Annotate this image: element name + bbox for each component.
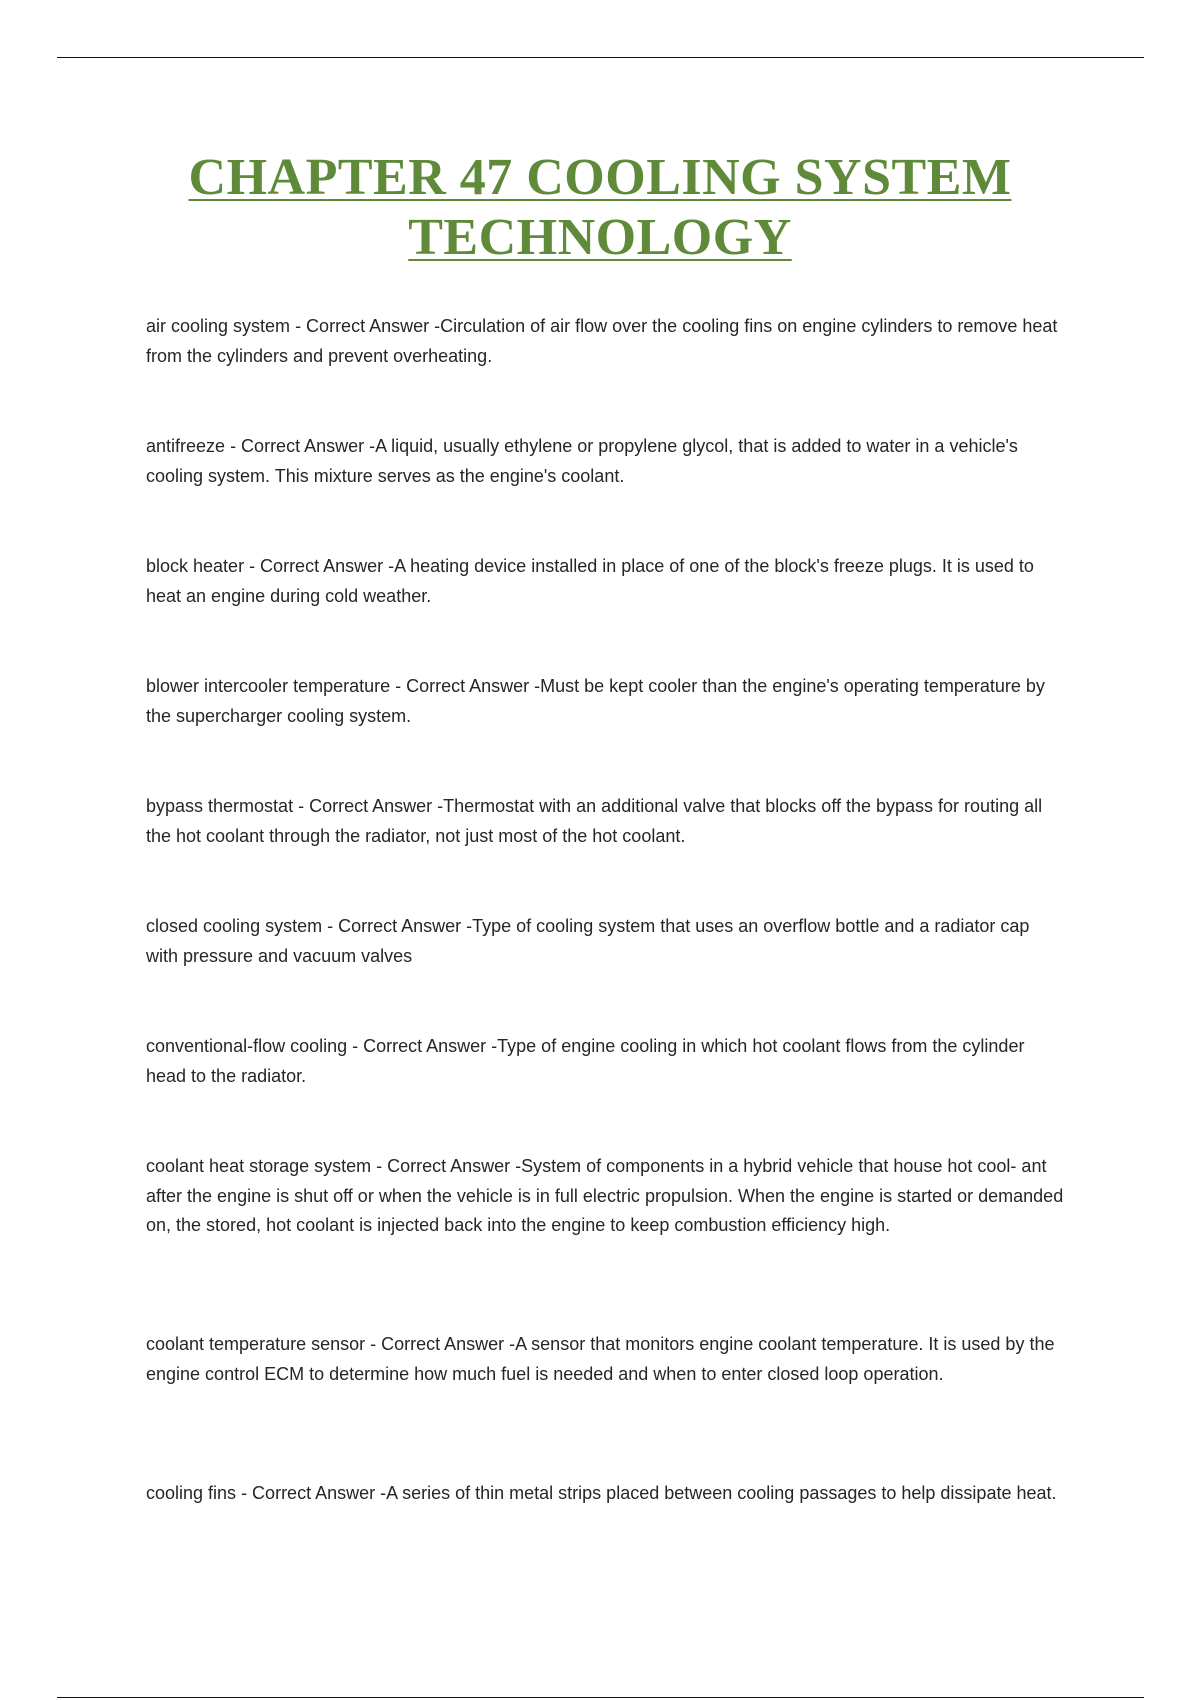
entry-term: conventional-flow cooling [146, 1036, 348, 1056]
entry-separator: - Correct Answer - [347, 1036, 498, 1056]
entry-term: block heater [146, 556, 245, 576]
entry-separator: - Correct Answer - [371, 1156, 522, 1176]
entry-definition: A heating device installed in place of one of the block's freeze plugs. It is used to heat an engine during cold weather. [146, 556, 1034, 606]
page-title [100, 148, 1100, 268]
entry-term: closed cooling system [146, 916, 323, 936]
top-rule [57, 57, 1144, 58]
glossary-entry [146, 552, 1066, 611]
entry-definition: Circulation of air flow over the cooling fins on engine cylinders to remove heat from the cylinders and prevent overheating. [146, 316, 1058, 366]
glossary-entry [146, 672, 1066, 731]
entry-definition: System of components in a hybrid vehicle that house hot cool- ant after the engine is shut off or when the vehicle is in full electric propulsion. When the engine is started or demanded on, the stored, hot coolant is injected back into the engine to keep combustion efficiency high. [146, 1156, 1064, 1235]
glossary-entry [146, 1032, 1066, 1091]
entry-term: bypass thermostat [146, 796, 294, 816]
entry-definition: Must be kept cooler than the engine's operating temperature by the supercharger cooling system. [146, 676, 1045, 726]
entry-term: coolant heat storage system [146, 1156, 372, 1176]
entry-term: air cooling system [146, 316, 291, 336]
glossary-entry [146, 432, 1066, 491]
glossary-entry [146, 1479, 1066, 1509]
entry-definition: A liquid, usually ethylene or propylene glycol, that is added to water in a vehicle's cooling system. This mixture serves as the engine's coolant. [146, 436, 1018, 486]
entry-separator: - Correct Answer - [290, 316, 441, 336]
entry-separator: - Correct Answer - [365, 1334, 516, 1354]
entry-separator: - Correct Answer - [236, 1483, 387, 1503]
entry-term: blower intercooler temperature [146, 676, 391, 696]
entry-separator: - Correct Answer - [293, 796, 444, 816]
title-line-2: TECHNOLOGY [408, 209, 792, 266]
glossary-entry [146, 1152, 1066, 1241]
glossary-entry [146, 792, 1066, 851]
entry-definition: A sensor that monitors engine coolant temperature. It is used by the engine control ECM to determine how much fuel is needed and when to enter closed loop operation. [146, 1334, 1055, 1384]
glossary-entry [146, 1330, 1066, 1389]
entry-term: antifreeze [146, 436, 226, 456]
glossary-entry [146, 312, 1066, 371]
entry-definition: Type of cooling system that uses an overflow bottle and a radiator cap with pressure and vacuum valves [146, 916, 1030, 966]
entry-definition: Type of engine cooling in which hot coolant flows from the cylinder head to the radiator. [146, 1036, 1025, 1086]
entry-separator: - Correct Answer - [244, 556, 395, 576]
entry-definition: Thermostat with an additional valve that blocks off the bypass for routing all the hot coolant through the radiator, not just most of the hot coolant. [146, 796, 1043, 846]
entry-separator: - Correct Answer - [225, 436, 376, 456]
entry-term: cooling fins [146, 1483, 237, 1503]
bottom-rule [57, 1697, 1144, 1698]
entry-separator: - Correct Answer - [390, 676, 541, 696]
title-line-1: CHAPTER 47 COOLING SYSTEM [188, 149, 1012, 206]
entry-separator: - Correct Answer - [322, 916, 473, 936]
entry-definition: A series of thin metal strips placed between cooling passages to help dissipate heat. [386, 1483, 1057, 1503]
entry-term: coolant temperature sensor [146, 1334, 366, 1354]
glossary-entry [146, 912, 1066, 971]
